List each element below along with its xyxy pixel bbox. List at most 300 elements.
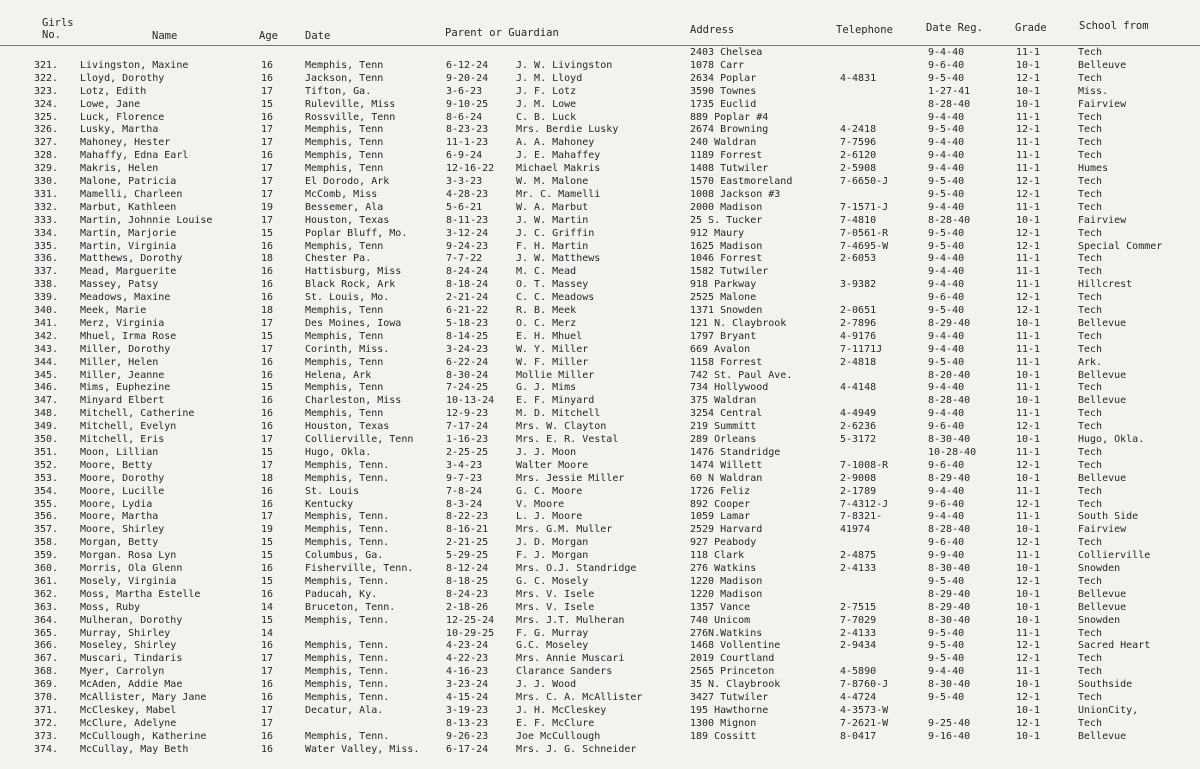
- table-row: [0, 523, 1200, 536]
- student-name: Martin, Virginia: [80, 240, 177, 252]
- date-registered: 9-5-40: [928, 627, 965, 639]
- birth-date: 7-8-24: [446, 485, 483, 497]
- student-age: 16: [261, 640, 274, 652]
- birthplace: Black Rock, Ark: [305, 279, 396, 291]
- birth-date: 3-23-24: [446, 679, 489, 691]
- student-name: Mitchell, Evelyn: [80, 421, 177, 433]
- student-age: 17: [261, 188, 274, 200]
- student-age: 16: [261, 408, 274, 420]
- table-row: [0, 98, 1200, 111]
- birth-date: 9-20-24: [446, 72, 489, 84]
- parent-or-guardian: J. F. Lotz: [516, 85, 577, 97]
- grade: 11-1: [1016, 408, 1041, 420]
- school-from: Southside: [1078, 679, 1133, 691]
- student-age: 17: [261, 137, 274, 149]
- address: 1797 Bryant: [690, 330, 757, 342]
- student-age: 19: [261, 201, 274, 213]
- header-girls-no: Girls No.: [42, 17, 74, 41]
- grade: 12-1: [1016, 227, 1041, 239]
- table-row: [0, 356, 1200, 369]
- school-from: Hugo, Okla.: [1078, 434, 1145, 445]
- parent-or-guardian: R. B. Meek: [516, 305, 577, 316]
- parent-or-guardian: V. Moore: [516, 498, 565, 510]
- student-number: 351.: [34, 446, 59, 458]
- telephone: 7-8760-J: [840, 679, 889, 691]
- date-registered: 9-9-40: [928, 550, 965, 562]
- table-row: [0, 691, 1200, 704]
- parent-or-guardian: J. H. McCleskey: [516, 704, 607, 716]
- telephone: 7-1571-J: [840, 201, 889, 213]
- student-name: Mitchell, Catherine: [80, 408, 195, 420]
- parent-or-guardian: O. T. Massey: [516, 279, 589, 291]
- date-registered: 8-30-40: [928, 679, 971, 691]
- parent-or-guardian: J. W. Matthews: [516, 253, 601, 265]
- table-row: [0, 601, 1200, 614]
- parent-or-guardian: Mrs. V. Isele: [516, 588, 595, 600]
- school-from: Tech: [1078, 292, 1103, 304]
- parent-or-guardian: C. C. Meadows: [516, 292, 595, 304]
- parent-or-guardian: Mollie Miller: [516, 369, 595, 381]
- student-number: 336.: [34, 253, 59, 265]
- address: 2565 Princeton: [690, 666, 775, 678]
- birth-date: 2-21-24: [446, 292, 489, 304]
- birthplace: Memphis, Tenn: [305, 163, 384, 175]
- address: 276 Watkins: [690, 563, 757, 574]
- date-registered: 9-4-40: [928, 137, 965, 149]
- telephone: 7-0561-R: [840, 227, 889, 239]
- grade: 12-1: [1016, 421, 1041, 433]
- student-number: 369.: [34, 679, 59, 691]
- student-number: 359.: [34, 550, 59, 562]
- address: 1300 Mignon: [690, 717, 757, 729]
- parent-or-guardian: Mrs. C. A. McAllister: [516, 692, 643, 703]
- school-from: Tech: [1078, 498, 1103, 510]
- birth-date: 4-28-23: [446, 188, 489, 200]
- student-number: 368.: [34, 666, 59, 678]
- address: 1476 Standridge: [690, 446, 781, 458]
- parent-or-guardian: E. F. Minyard: [516, 395, 595, 407]
- grade: 12-1: [1016, 240, 1041, 252]
- student-age: 16: [261, 59, 274, 71]
- date-registered: 8-28-40: [928, 214, 971, 226]
- address: 742 St. Paul Ave.: [690, 369, 793, 381]
- table-row: [0, 485, 1200, 498]
- birth-date: 4-16-23: [446, 666, 489, 678]
- table-row: [0, 201, 1200, 214]
- grade: 12-1: [1016, 653, 1041, 665]
- parent-or-guardian: J. M. Lowe: [516, 98, 577, 110]
- header-date-reg: Date Reg.: [926, 22, 983, 34]
- student-age: 14: [261, 601, 274, 613]
- student-age: 17: [261, 214, 274, 226]
- student-name: Makris, Helen: [80, 163, 159, 175]
- student-number: 367.: [34, 653, 59, 665]
- student-name: Morris, Ola Glenn: [80, 563, 183, 574]
- school-from: Tech: [1078, 343, 1103, 355]
- student-number: 348.: [34, 408, 59, 420]
- table-row: [0, 472, 1200, 485]
- birth-date: 8-23-23: [446, 124, 489, 136]
- student-age: 16: [261, 563, 274, 574]
- parent-or-guardian: Mrs. O.J. Standridge: [516, 563, 637, 574]
- student-number: 339.: [34, 292, 59, 304]
- student-number: 323.: [34, 85, 59, 97]
- birth-date: 6-21-22: [446, 305, 489, 316]
- table-row: [0, 240, 1200, 253]
- telephone: 4-5890: [840, 666, 877, 678]
- table-row: [0, 433, 1200, 446]
- birth-date: 1-16-23: [446, 434, 489, 445]
- date-registered: 8-29-40: [928, 472, 971, 484]
- birth-date: 8-22-23: [446, 511, 489, 523]
- address: 1408 Tutwiler: [690, 163, 769, 175]
- birth-date: 9-26-23: [446, 730, 489, 742]
- birthplace: Jackson, Tenn: [305, 72, 384, 84]
- grade: 11-1: [1016, 446, 1041, 458]
- student-age: 16: [261, 150, 274, 162]
- address: 2525 Malone: [690, 292, 757, 304]
- school-from: Tech: [1078, 330, 1103, 342]
- parent-or-guardian: J. C. Griffin: [516, 227, 595, 239]
- address: 60 N Waldran: [690, 472, 763, 484]
- address: 189 Cossitt: [690, 730, 757, 742]
- birthplace: Memphis, Tenn.: [305, 653, 390, 665]
- school-from: Bellevue: [1078, 730, 1127, 742]
- date-registered: 9-16-40: [928, 730, 971, 742]
- school-from: Tech: [1078, 692, 1103, 703]
- date-registered: 9-4-40: [928, 666, 965, 678]
- address: 1220 Madison: [690, 575, 763, 587]
- grade: 10-1: [1016, 601, 1041, 613]
- birthplace: Memphis, Tenn.: [305, 679, 390, 691]
- grade: 12-1: [1016, 72, 1041, 84]
- student-age: 17: [261, 343, 274, 355]
- student-age: 17: [261, 666, 274, 678]
- birth-date: 3-3-23: [446, 176, 483, 187]
- student-name: Murray, Shirley: [80, 627, 171, 639]
- date-registered: 8-28-40: [928, 524, 971, 536]
- grade: 10-1: [1016, 472, 1041, 484]
- grade: 11-1: [1016, 382, 1041, 394]
- address: 669 Avalon: [690, 343, 751, 355]
- school-from: Tech: [1078, 72, 1103, 84]
- school-from: Collierville: [1078, 550, 1151, 562]
- student-number: 331.: [34, 188, 59, 200]
- address: 1158 Forrest: [690, 356, 763, 368]
- date-registered: 9-5-40: [928, 692, 965, 703]
- date-registered: 8-30-40: [928, 434, 971, 445]
- address: 1059 Lamar: [690, 511, 751, 523]
- date-registered: 9-6-40: [928, 421, 965, 433]
- student-age: 17: [261, 317, 274, 329]
- school-from: Miss.: [1078, 85, 1109, 97]
- student-age: 15: [261, 382, 274, 394]
- grade: 12-1: [1016, 292, 1041, 304]
- address: 2529 Harvard: [690, 524, 763, 536]
- student-name: Lotz, Edith: [80, 85, 147, 97]
- parent-or-guardian: Mrs. Berdie Lusky: [516, 124, 619, 136]
- school-from: Tech: [1078, 485, 1103, 497]
- parent-or-guardian: W. A. Marbut: [516, 201, 589, 213]
- student-name: McCullay, May Beth: [80, 743, 189, 755]
- birthplace: Helena, Ark: [305, 369, 372, 381]
- school-from: Tech: [1078, 666, 1103, 678]
- address: 195 Hawthorne: [690, 704, 769, 716]
- student-number: 347.: [34, 395, 59, 407]
- grade: 10-1: [1016, 730, 1041, 742]
- student-name: Mims, Euphezine: [80, 382, 171, 394]
- school-from: Bellevue: [1078, 369, 1127, 381]
- school-from: Bellevue: [1078, 588, 1127, 600]
- student-number: 327.: [34, 137, 59, 149]
- student-number: 324.: [34, 98, 59, 110]
- birthplace: Paducah, Ky.: [305, 588, 378, 600]
- grade: 10-1: [1016, 679, 1041, 691]
- student-number: 352.: [34, 459, 59, 471]
- student-name: Martin, Marjorie: [80, 227, 177, 239]
- student-name: McClure, Adelyne: [80, 717, 177, 729]
- school-from: Bellevue: [1078, 317, 1127, 329]
- school-from: Tech: [1078, 188, 1103, 200]
- birthplace: Decatur, Ala.: [305, 704, 384, 716]
- header-parent-or-guardian: Parent or Guardian: [445, 27, 559, 39]
- date-registered: 9-6-40: [928, 59, 965, 71]
- birthplace: Memphis, Tenn: [305, 382, 384, 394]
- header-grade: Grade: [1015, 22, 1047, 34]
- date-registered: 9-4-40: [928, 150, 965, 162]
- table-row: [0, 136, 1200, 149]
- birthplace: Hattisburg, Miss: [305, 266, 402, 278]
- parent-or-guardian: L. J. Moore: [516, 511, 583, 523]
- birthplace: Chester Pa.: [305, 253, 372, 265]
- telephone: 3-9382: [840, 279, 877, 291]
- telephone: 2-4875: [840, 550, 877, 562]
- student-age: 17: [261, 85, 274, 97]
- parent-or-guardian: W. M. Malone: [516, 176, 589, 187]
- parent-or-guardian: Mrs. E. R. Vestal: [516, 434, 619, 445]
- date-registered: 9-5-40: [928, 72, 965, 84]
- student-age: 16: [261, 395, 274, 407]
- address: 2674 Browning: [690, 124, 769, 136]
- address: 1468 Vollentine: [690, 640, 781, 652]
- student-number: 333.: [34, 214, 59, 226]
- student-name: Miller, Dorothy: [80, 343, 171, 355]
- table-row: [0, 678, 1200, 691]
- school-from: Humes: [1078, 163, 1109, 175]
- birth-date: 8-30-24: [446, 369, 489, 381]
- parent-or-guardian: A. A. Mahoney: [516, 137, 595, 149]
- parent-or-guardian: Walter Moore: [516, 459, 589, 471]
- student-number: 360.: [34, 563, 59, 574]
- grade: 10-1: [1016, 614, 1041, 626]
- telephone: 2-4818: [840, 356, 877, 368]
- birthplace: Memphis, Tenn.: [305, 614, 390, 626]
- parent-or-guardian: J. W. Livingston: [516, 59, 613, 71]
- student-number: 370.: [34, 692, 59, 703]
- table-row: [0, 214, 1200, 227]
- student-number: 358.: [34, 537, 59, 549]
- student-number: 330.: [34, 176, 59, 187]
- student-name: Moore, Lydia: [80, 498, 153, 510]
- date-registered: 8-29-40: [928, 601, 971, 613]
- student-name: McCleskey, Mabel: [80, 704, 177, 716]
- grade: 11-1: [1016, 511, 1041, 523]
- school-from: Tech: [1078, 137, 1103, 149]
- table-row: [0, 252, 1200, 265]
- student-name: Moore, Lucille: [80, 485, 165, 497]
- parent-or-guardian: Mr. C. Mamelli: [516, 188, 601, 200]
- table-row: [0, 381, 1200, 394]
- grade: 11-1: [1016, 356, 1041, 368]
- parent-or-guardian: Clarance Sanders: [516, 666, 613, 678]
- address: 1357 Vance: [690, 601, 751, 613]
- parent-or-guardian: Mrs. V. Isele: [516, 601, 595, 613]
- address: 121 N. Claybrook: [690, 317, 787, 329]
- grade: 10-1: [1016, 59, 1041, 71]
- birth-date: 3-6-23: [446, 85, 483, 97]
- telephone: 2-7515: [840, 601, 877, 613]
- telephone: 7-4312-J: [840, 498, 889, 510]
- student-number: 349.: [34, 421, 59, 433]
- student-name: Mosely, Virginia: [80, 575, 177, 587]
- student-age: 16: [261, 111, 274, 123]
- student-age: 17: [261, 459, 274, 471]
- school-from: UnionCity,: [1078, 704, 1139, 716]
- birth-date: 3-4-23: [446, 459, 483, 471]
- grade: 12-1: [1016, 692, 1041, 703]
- birthplace: Memphis, Tenn.: [305, 459, 390, 471]
- birth-date: 2-25-25: [446, 446, 489, 458]
- address: 927 Peabody: [690, 537, 757, 549]
- parent-or-guardian: F. H. Martin: [516, 240, 589, 252]
- date-registered: 9-5-40: [928, 356, 965, 368]
- student-age: 15: [261, 98, 274, 110]
- student-number: 342.: [34, 330, 59, 342]
- student-name: Moore, Betty: [80, 459, 153, 471]
- birth-date: 4-23-24: [446, 640, 489, 652]
- school-from: Tech: [1078, 627, 1103, 639]
- birthplace: Memphis, Tenn.: [305, 692, 390, 703]
- address: 1220 Madison: [690, 588, 763, 600]
- student-number: 366.: [34, 640, 59, 652]
- student-number: 329.: [34, 163, 59, 175]
- student-name: Moseley, Shirley: [80, 640, 177, 652]
- school-from: Tech: [1078, 201, 1103, 213]
- grade: 10-1: [1016, 98, 1041, 110]
- parent-or-guardian: G. C. Mosely: [516, 575, 589, 587]
- student-age: 16: [261, 369, 274, 381]
- address: 25 S. Tucker: [690, 214, 763, 226]
- address: 2634 Poplar: [690, 72, 757, 84]
- birthplace: Houston, Texas: [305, 421, 390, 433]
- grade: 11-1: [1016, 201, 1041, 213]
- table-row: [0, 111, 1200, 124]
- date-registered: 8-30-40: [928, 614, 971, 626]
- date-registered: 9-6-40: [928, 537, 965, 549]
- parent-or-guardian: E. H. Mhuel: [516, 330, 583, 342]
- school-from: Fairview: [1078, 524, 1127, 536]
- table-row: [0, 743, 1200, 756]
- student-age: 18: [261, 305, 274, 316]
- header-school-from: School from: [1079, 20, 1149, 32]
- address: 889 Poplar #4: [690, 111, 769, 123]
- date-registered: 8-20-40: [928, 369, 971, 381]
- birth-date: 6-12-24: [446, 59, 489, 71]
- birth-date: 8-18-24: [446, 279, 489, 291]
- date-registered: 9-5-40: [928, 653, 965, 665]
- birth-date: 8-18-25: [446, 575, 489, 587]
- student-name: Merz, Virginia: [80, 317, 165, 329]
- telephone: 2-7896: [840, 317, 877, 329]
- grade: 10-1: [1016, 369, 1041, 381]
- header-age: Age: [259, 30, 278, 42]
- parent-or-guardian: Mrs. J. G. Schneider: [516, 743, 637, 755]
- school-from: Ark.: [1078, 356, 1103, 368]
- table-row: [0, 369, 1200, 382]
- telephone: 7-7029: [840, 614, 877, 626]
- birth-date: 4-15-24: [446, 692, 489, 703]
- grade: 11-1: [1016, 550, 1041, 562]
- student-age: 16: [261, 743, 274, 755]
- parent-or-guardian: J. E. Mahaffey: [516, 150, 601, 162]
- date-registered: 9-5-40: [928, 640, 965, 652]
- address: 2000 Madison: [690, 201, 763, 213]
- grade: 10-1: [1016, 588, 1041, 600]
- parent-or-guardian: Mrs. Jessie Miller: [516, 472, 625, 484]
- grade: 10-1: [1016, 85, 1041, 97]
- student-age: 16: [261, 279, 274, 291]
- birthplace: Memphis, Tenn: [305, 240, 384, 252]
- student-age: 14: [261, 627, 274, 639]
- telephone: 7-6650-J: [840, 176, 889, 187]
- student-age: 15: [261, 550, 274, 562]
- grade: 10-1: [1016, 704, 1041, 716]
- birth-date: 7-24-25: [446, 382, 489, 394]
- parent-or-guardian: E. F. McClure: [516, 717, 595, 729]
- date-registered: 9-4-40: [928, 47, 965, 58]
- birthplace: Memphis, Tenn: [305, 137, 384, 149]
- student-number: 326.: [34, 124, 59, 136]
- student-number: 371.: [34, 704, 59, 716]
- school-from: Tech: [1078, 446, 1103, 458]
- school-from: Hillcrest: [1078, 279, 1133, 291]
- date-registered: 9-4-40: [928, 111, 965, 123]
- birthplace: Memphis, Tenn.: [305, 640, 390, 652]
- address: 912 Maury: [690, 227, 745, 239]
- table-row: [0, 278, 1200, 291]
- telephone: 7-7596: [840, 137, 877, 149]
- table-row: [0, 510, 1200, 523]
- school-from: Fairview: [1078, 214, 1127, 226]
- date-registered: 8-28-40: [928, 395, 971, 407]
- student-age: 16: [261, 266, 274, 278]
- student-age: 17: [261, 434, 274, 445]
- school-from: South Side: [1078, 511, 1139, 523]
- date-registered: 8-29-40: [928, 317, 971, 329]
- school-from: Tech: [1078, 176, 1103, 187]
- date-registered: 9-5-40: [928, 305, 965, 316]
- student-name: Mead, Marguerite: [80, 266, 177, 278]
- school-from: Bellevue: [1078, 395, 1127, 407]
- birth-date: 8-16-21: [446, 524, 489, 536]
- address: 118 Clark: [690, 550, 745, 562]
- student-age: 15: [261, 446, 274, 458]
- student-name: McAllister, Mary Jane: [80, 692, 207, 703]
- address: 276N.Watkins: [690, 627, 763, 639]
- birthplace: Corinth, Miss.: [305, 343, 390, 355]
- student-number: 356.: [34, 511, 59, 523]
- student-name: Moss, Ruby: [80, 601, 141, 613]
